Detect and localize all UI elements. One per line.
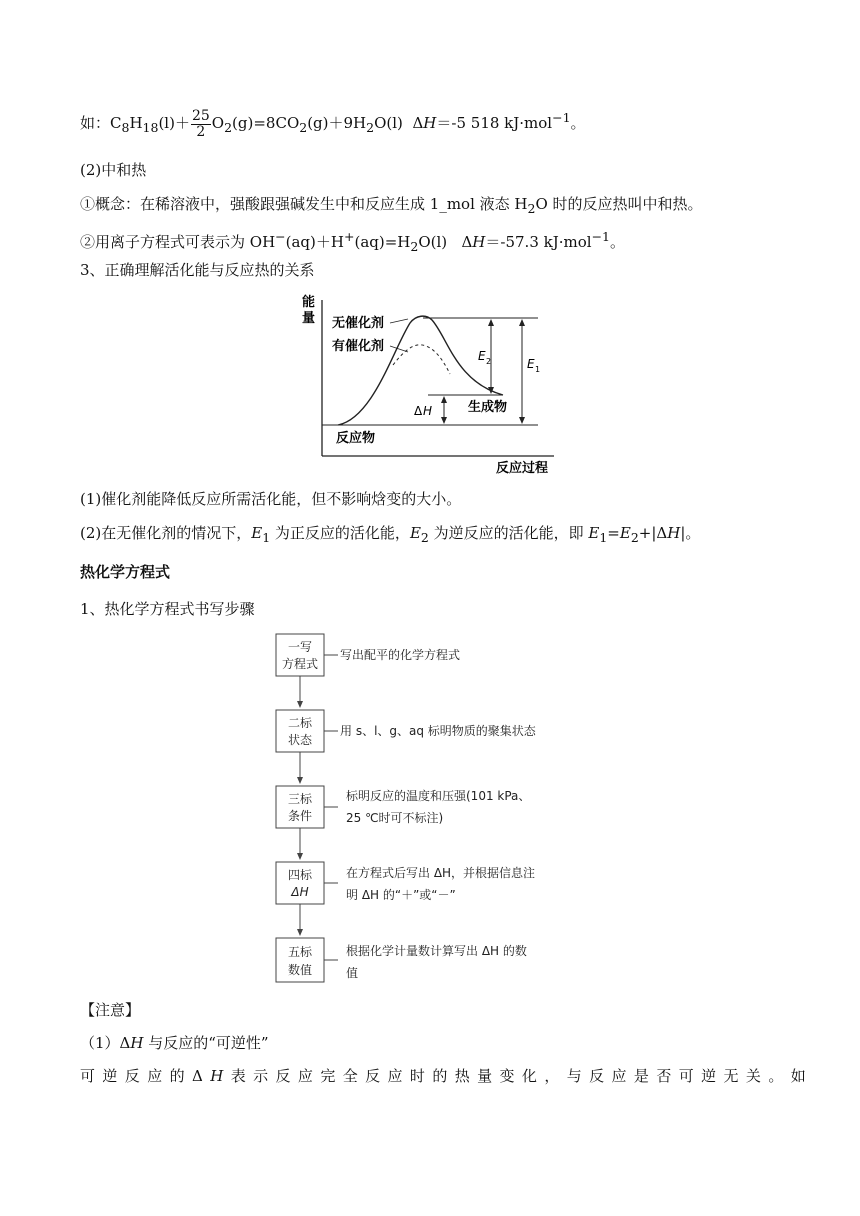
attention-paragraph bbox=[80, 1066, 814, 1086]
superscript: −1 bbox=[591, 229, 610, 244]
text-segment: |。 bbox=[680, 524, 701, 542]
arrowhead bbox=[297, 777, 303, 784]
subscript: 8 bbox=[121, 120, 130, 135]
italic-symbol: E bbox=[619, 524, 631, 542]
label-e1: E bbox=[527, 357, 535, 371]
leader-line bbox=[390, 319, 408, 323]
italic-symbol: E bbox=[588, 524, 600, 542]
concept-line bbox=[80, 194, 703, 219]
text-segment: （1）Δ bbox=[80, 1034, 131, 1052]
label-catalyst: 有催化剂 bbox=[332, 339, 385, 354]
y-axis-label-2: 量 bbox=[302, 311, 316, 326]
label-e2-sub: 2 bbox=[486, 357, 492, 366]
arrowhead bbox=[488, 387, 494, 394]
arrowhead bbox=[297, 929, 303, 936]
step-4-desc-1: 在方程式后写出 ΔH，并根据信息注 bbox=[346, 866, 536, 880]
x-axis-label: 反应过程 bbox=[496, 461, 549, 476]
text-segment: (g)＋9H bbox=[307, 114, 367, 132]
text-segment: (2)在无催化剂的情况下， bbox=[80, 524, 252, 542]
arrowhead bbox=[441, 396, 447, 403]
arrowhead bbox=[519, 417, 525, 424]
text-segment: 为逆反应的活化能，即 bbox=[428, 524, 589, 542]
step-5-label-2: 数值 bbox=[287, 963, 313, 977]
step-3-desc-1: 标明反应的温度和压强(101 kPa、 bbox=[346, 789, 531, 803]
text-segment: 表示反应完全反应时的热量变化，与反应是否可逆无关。如 bbox=[230, 1067, 814, 1085]
subscript: 2 bbox=[366, 120, 375, 135]
arrowhead bbox=[441, 417, 447, 424]
superscript: − bbox=[275, 229, 286, 244]
steps-title: 1、热化学方程式书写步骤 bbox=[80, 600, 255, 618]
italic-symbol: E bbox=[251, 524, 263, 542]
step-3-label-1: 三标 bbox=[287, 792, 313, 806]
text-segment: = bbox=[607, 524, 620, 542]
text-segment: H bbox=[129, 114, 143, 132]
text-segment: ①概念：在稀溶液中，强酸跟强碱发生中和反应生成 1_mol 液态 H bbox=[80, 195, 528, 213]
text-segment: 与反应的“可逆性” bbox=[143, 1034, 269, 1052]
label-dh-h: H bbox=[423, 404, 433, 418]
step-4-desc-2: 明 ΔH 的“＋”或“－” bbox=[346, 888, 456, 902]
label-dh-delta: Δ bbox=[414, 404, 423, 418]
subscript: 2 bbox=[420, 530, 429, 545]
italic-symbol: H bbox=[130, 1034, 144, 1052]
text-segment: ＝-5 518 kJ·mol bbox=[436, 114, 553, 132]
attention-title: 【注意】 bbox=[80, 1001, 141, 1019]
step-3-label-2: 条件 bbox=[287, 809, 313, 823]
step-1-label-2: 方程式 bbox=[281, 657, 319, 671]
subscript: 1 bbox=[262, 530, 271, 545]
italic-symbol: H bbox=[210, 1067, 231, 1085]
neutralization-heading: (2)中和热 bbox=[80, 161, 147, 179]
text-segment: ②用离子方程式可表示为 OH bbox=[80, 233, 276, 251]
step-5-label-1: 五标 bbox=[287, 945, 313, 959]
arrowhead bbox=[519, 319, 525, 326]
text-segment: +|Δ bbox=[638, 524, 668, 542]
italic-symbol: E bbox=[409, 524, 421, 542]
text-segment: (aq)＋H bbox=[285, 233, 344, 251]
activation-energy-diagram bbox=[298, 290, 568, 480]
step-1-label-1: 一写 bbox=[287, 640, 313, 654]
label-no-catalyst: 无催化剂 bbox=[332, 316, 385, 331]
label-reactant: 反应物 bbox=[336, 431, 376, 446]
step-5-desc-1: 根据化学计量数计算写出 ΔH 的数 bbox=[346, 944, 527, 958]
note-1: (1)催化剂能降低反应所需活化能，但不影响焓变的大小。 bbox=[80, 490, 462, 508]
label-e1-sub: 1 bbox=[535, 365, 541, 374]
arrowhead bbox=[297, 853, 303, 860]
subscript: 1 bbox=[599, 530, 608, 545]
step-3-desc-2: 25 ℃时可不标注) bbox=[346, 811, 444, 825]
arrowhead bbox=[297, 701, 303, 708]
text-segment: Δ bbox=[461, 233, 473, 251]
text-segment: 。 bbox=[570, 114, 586, 132]
fraction-numerator: 25 bbox=[191, 107, 210, 124]
label-product: 生成物 bbox=[468, 400, 508, 415]
attention-item-1 bbox=[80, 1033, 269, 1053]
step-2-label-1: 二标 bbox=[287, 716, 313, 730]
thermo-heading: 热化学方程式 bbox=[80, 563, 171, 581]
superscript: + bbox=[343, 229, 355, 244]
catalyzed-curve bbox=[393, 345, 450, 374]
ionic-equation-line bbox=[80, 227, 625, 257]
steps-flowchart bbox=[270, 630, 590, 990]
text-segment: (g)=8CO bbox=[232, 114, 300, 132]
superscript: −1 bbox=[552, 110, 571, 125]
combustion-example-line bbox=[80, 108, 586, 140]
text-segment: O bbox=[211, 114, 225, 132]
subscript: 2 bbox=[224, 120, 233, 135]
step-2-desc: 用 s、l、g、aq 标明物质的聚集状态 bbox=[340, 724, 536, 738]
note-2 bbox=[80, 523, 700, 548]
text-segment: (l)＋ bbox=[158, 114, 190, 132]
subscript: 2 bbox=[299, 120, 308, 135]
step-5-desc-2: 值 bbox=[346, 966, 359, 980]
text-segment: 可逆反应的Δ bbox=[80, 1067, 211, 1085]
step-1-desc: 写出配平的化学方程式 bbox=[340, 648, 461, 662]
text-segment: 为正反应的活化能， bbox=[270, 524, 410, 542]
arrowhead bbox=[488, 319, 494, 326]
subscript: 2 bbox=[410, 239, 419, 254]
italic-symbol: H bbox=[472, 233, 486, 251]
y-axis-label-1: 能 bbox=[302, 295, 316, 310]
text-segment: 如：C bbox=[80, 114, 122, 132]
fraction bbox=[191, 109, 211, 140]
italic-symbol: H bbox=[667, 524, 681, 542]
italic-symbol: H bbox=[423, 114, 437, 132]
leader-line bbox=[390, 346, 408, 352]
fraction-denominator: 2 bbox=[196, 123, 206, 140]
step-2-label-2: 状态 bbox=[287, 733, 313, 747]
text-segment: 。 bbox=[610, 233, 626, 251]
text-segment: (aq)=H bbox=[354, 233, 411, 251]
subscript: 2 bbox=[630, 530, 639, 545]
label-e2: E bbox=[478, 349, 486, 363]
text-segment: O 时的反应热叫中和热。 bbox=[535, 195, 703, 213]
section-3-title: 3、正确理解活化能与反应热的关系 bbox=[80, 261, 315, 279]
text-segment: O(l) bbox=[374, 114, 403, 132]
text-segment: ＝-57.3 kJ·mol bbox=[485, 233, 592, 251]
step-4-label-2: ΔH bbox=[291, 885, 309, 899]
step-4-label-1: 四标 bbox=[287, 868, 313, 882]
text-segment: Δ bbox=[412, 114, 424, 132]
subscript: 2 bbox=[527, 201, 536, 216]
text-segment: O(l) bbox=[418, 233, 448, 251]
subscript: 18 bbox=[142, 120, 159, 135]
